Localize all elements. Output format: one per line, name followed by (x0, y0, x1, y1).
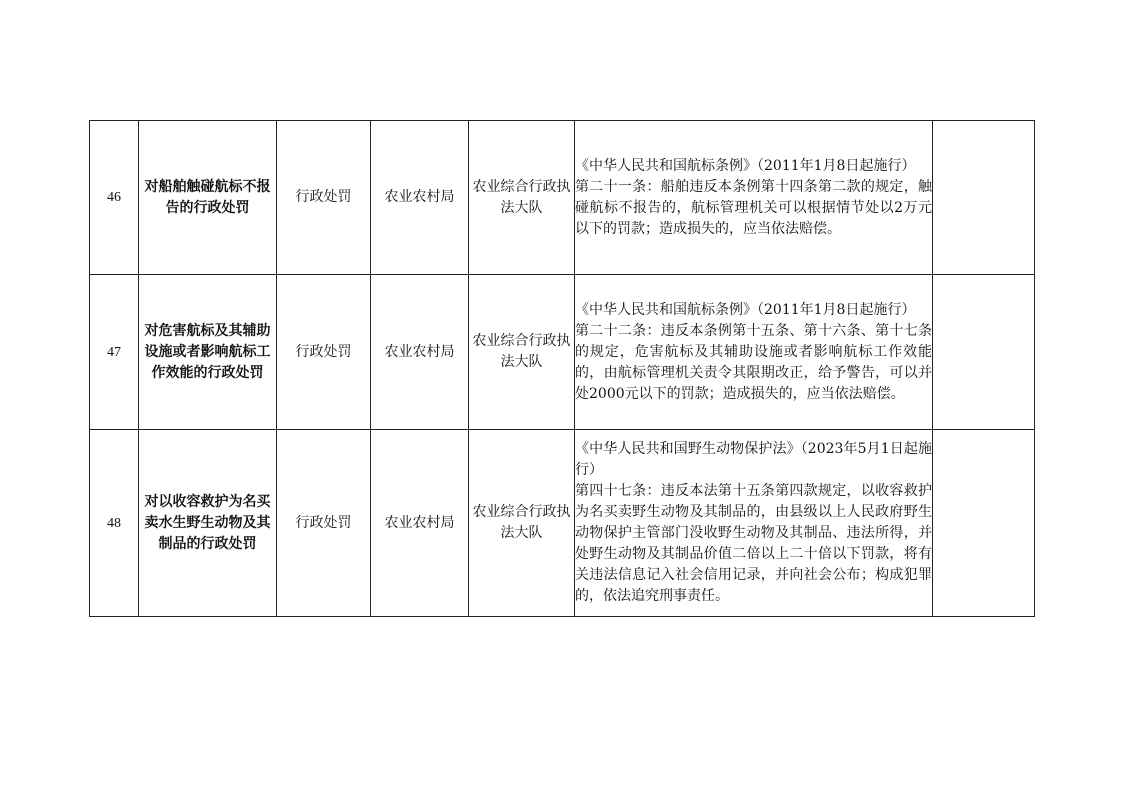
table-row (90, 430, 1035, 617)
legal-basis-text: 第四十七条：违反本法第十五条第四款规定，以收容救护为名买卖野生动物及其制品的，由县级以上人民政府野生动物保护主管部门没收野生动物及其制品、违法所得，并处野生动物及其制品价值二倍以上二十倍以下罚款，将有关违法信息记入社会信用记录，并向社会公布；构成犯罪的，依法追究刑事责任。 (575, 483, 932, 604)
note-cell (933, 121, 1035, 275)
legal-basis-text: 第二十二条：违反本条例第十五条、第十六条、第十七条的规定，危害航标及其辅助设施或者影响航标工作效能的，由航标管理机关责令其限期改正，给予警告，可以并处2000元以下的罚款；造成损失的，应当依法赔偿。 (575, 322, 932, 402)
legal-basis (575, 121, 933, 275)
item-category: 行政处罚 (277, 430, 371, 617)
responsible-department: 农业农村局 (371, 275, 469, 430)
executing-body: 农业综合行政执法大队 (469, 430, 575, 617)
legal-basis (575, 275, 933, 430)
responsible-department: 农业农村局 (371, 121, 469, 275)
power-list-table (89, 120, 1035, 617)
responsible-department: 农业农村局 (371, 430, 469, 617)
executing-body: 农业综合行政执法大队 (469, 121, 575, 275)
note-cell (933, 430, 1035, 617)
item-name: 对危害航标及其辅助设施或者影响航标工作效能的行政处罚 (139, 275, 277, 430)
item-name: 对以收容救护为名买卖水生野生动物及其制品的行政处罚 (139, 430, 277, 617)
table-row (90, 121, 1035, 275)
row-number: 48 (90, 430, 139, 617)
row-number: 46 (90, 121, 139, 275)
legal-basis (575, 430, 933, 617)
item-category: 行政处罚 (277, 275, 371, 430)
table-row (90, 275, 1035, 430)
item-name: 对船舶触碰航标不报告的行政处罚 (139, 121, 277, 275)
legal-basis-title: 《中华人民共和国野生动物保护法》（2023年5月1日起施行） (575, 441, 932, 478)
legal-basis-text: 第二十一条：船舶违反本条例第十四条第二款的规定，触碰航标不报告的，航标管理机关可以根据情节处以2万元以下的罚款；造成损失的，应当依法赔偿。 (575, 178, 932, 237)
note-cell (933, 275, 1035, 430)
item-category: 行政处罚 (277, 121, 371, 275)
row-number: 47 (90, 275, 139, 430)
executing-body: 农业综合行政执法大队 (469, 275, 575, 430)
legal-basis-title: 《中华人民共和国航标条例》（2011年1月8日起施行） (575, 157, 916, 174)
legal-basis-title: 《中华人民共和国航标条例》（2011年1月8日起施行） (575, 301, 916, 318)
